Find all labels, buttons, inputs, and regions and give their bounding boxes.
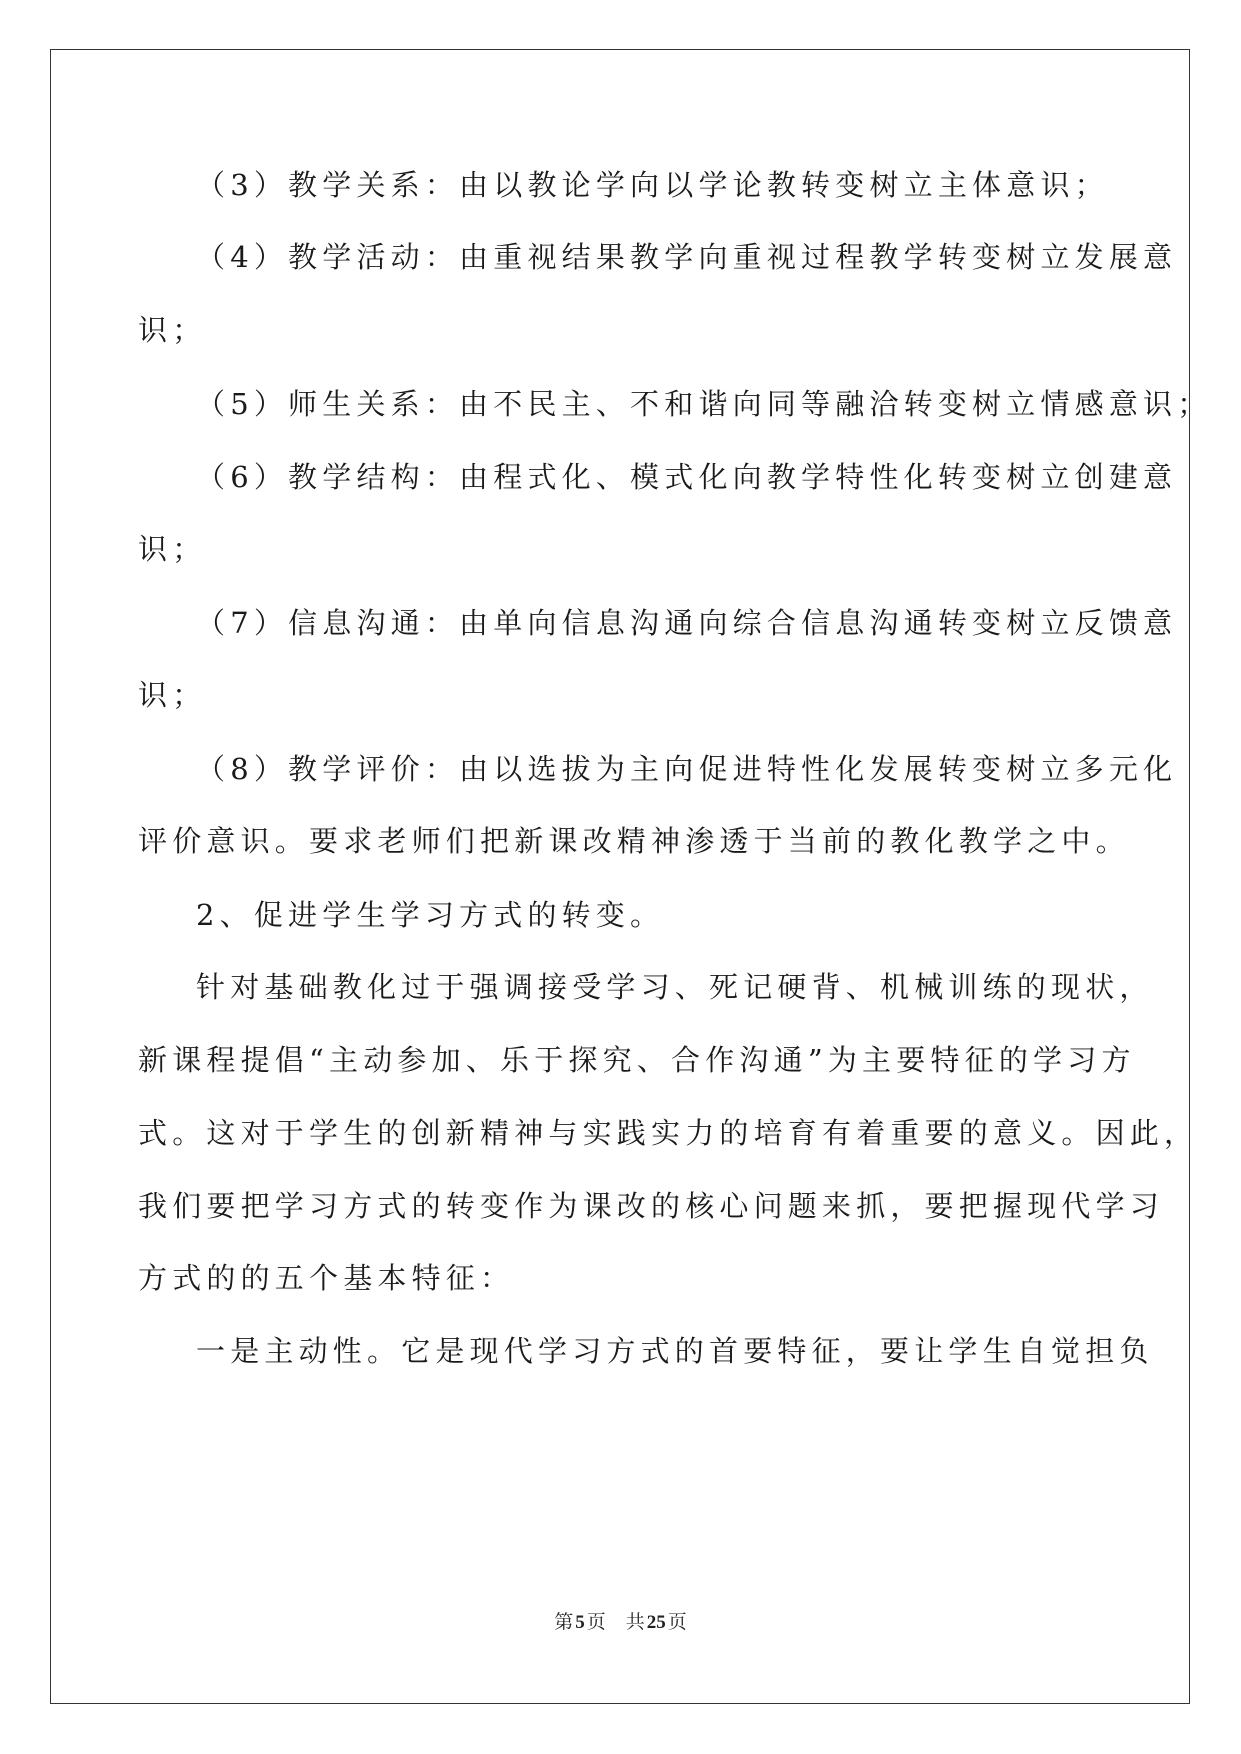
paragraph-line: （4）教学活动：由重视结果教学向重视过程教学转变树立发展意	[196, 240, 1178, 274]
total-prefix: 共	[625, 1612, 645, 1633]
paragraph-line: （8）教学评价：由以选拔为主向促进特性化发展转变树立多元化	[196, 752, 1178, 786]
paragraph-line: 式。这对于学生的创新精神与实践实力的培育有着重要的意义。因此，	[138, 1116, 1199, 1150]
paragraph-line: 评价意识。要求老师们把新课改精神渗透于当前的教化教学之中。	[138, 824, 1130, 858]
total-suffix: 页	[667, 1612, 687, 1633]
section-heading: 2、促进学生学习方式的转变。	[196, 898, 665, 932]
paragraph-line: 我们要把学习方式的转变作为课改的核心问题来抓，要把握现代学习	[138, 1189, 1165, 1223]
page-border	[50, 49, 1190, 1704]
paragraph-line: 方式的的五个基本特征：	[138, 1261, 515, 1295]
paragraph-line: （5）师生关系：由不民主、不和谐向同等融洽转变树立情感意识；	[196, 387, 1212, 421]
page-prefix: 第	[554, 1612, 574, 1633]
page-footer	[0, 1611, 1241, 1635]
paragraph-line: 识；	[138, 313, 207, 347]
paragraph-line: （7）信息沟通：由单向信息沟通向综合信息沟通转变树立反馈意	[196, 606, 1178, 640]
paragraph-line: （3）教学关系：由以教论学向以学论教转变树立主体意识；	[196, 168, 1109, 202]
total-pages: 25	[646, 1612, 666, 1633]
paragraph-line: 针对基础教化过于强调接受学习、死记硬背、机械训练的现状，	[196, 970, 1154, 1004]
paragraph-line: 新课程提倡“主动参加、乐于探究、合作沟通”为主要特征的学习方	[138, 1043, 1136, 1077]
paragraph-line: （6）教学结构：由程式化、模式化向教学特性化转变树立创建意	[196, 460, 1178, 494]
page-number: 5	[575, 1612, 585, 1633]
paragraph-line: 识；	[138, 678, 207, 712]
paragraph-line: 一是主动性。它是现代学习方式的首要特征，要让学生自觉担负	[196, 1334, 1154, 1368]
page-suffix: 页	[586, 1612, 606, 1633]
paragraph-line: 识；	[138, 532, 207, 566]
